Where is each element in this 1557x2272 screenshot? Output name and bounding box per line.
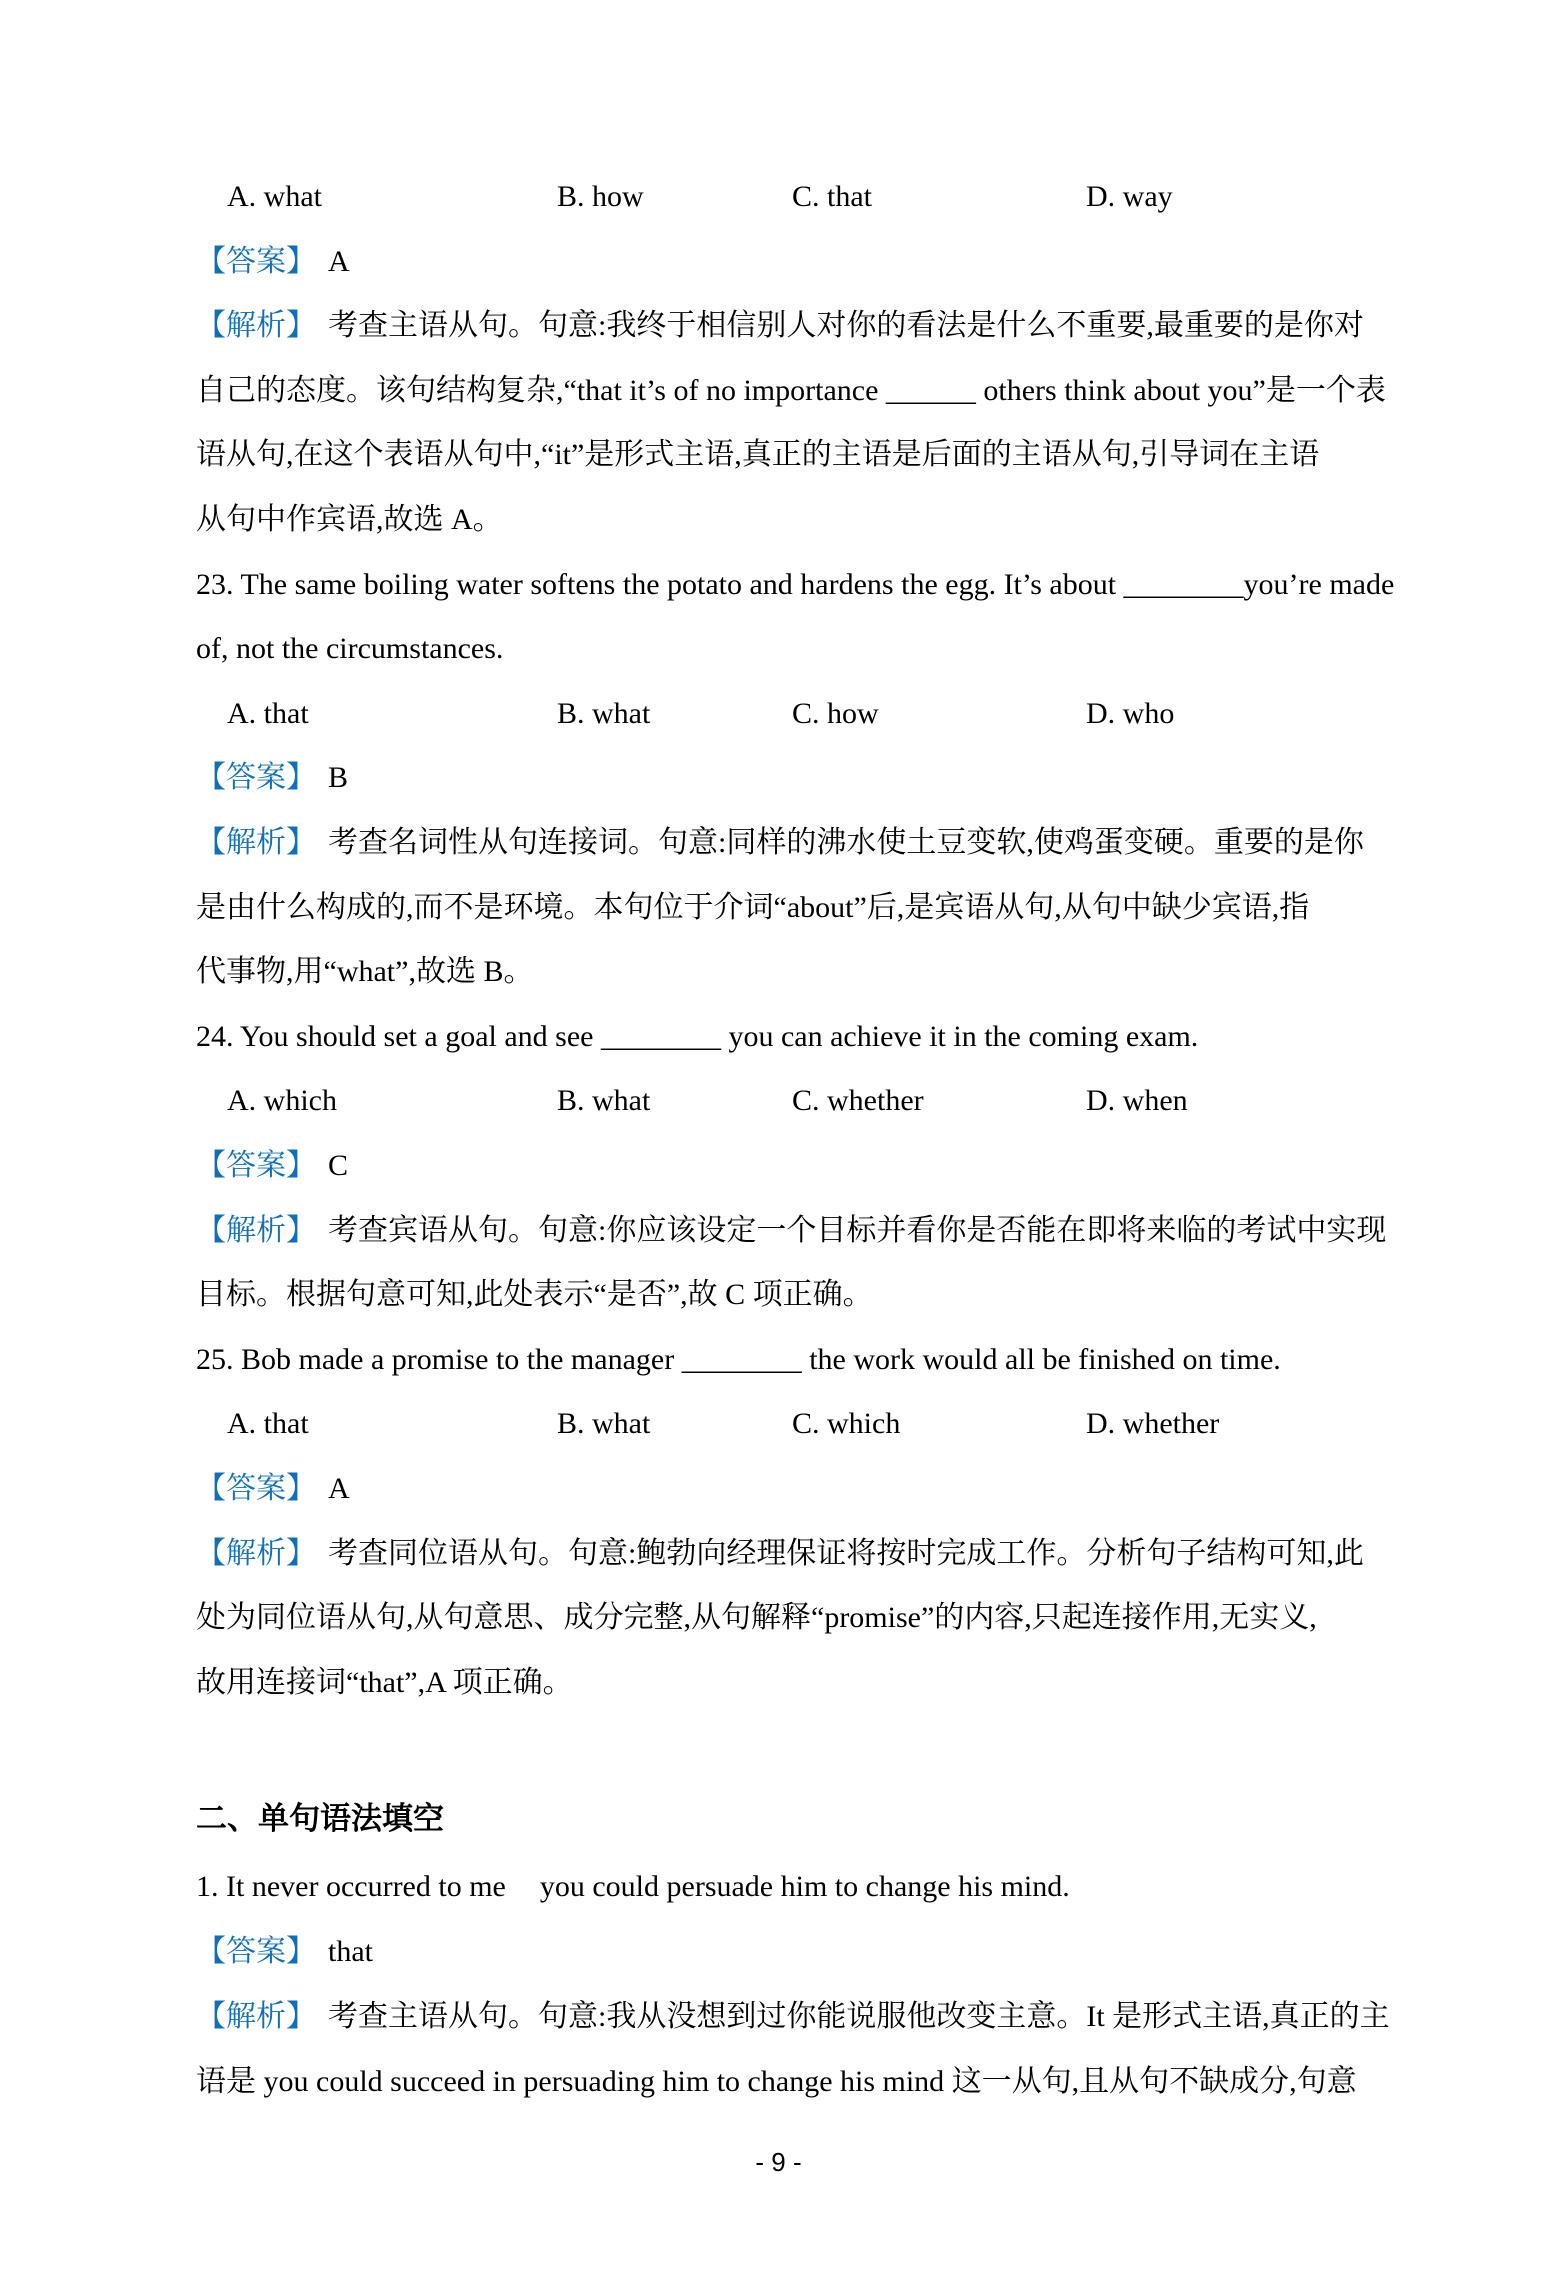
q25-analysis-line-2 bbox=[196, 1596, 1446, 1640]
q23-option-c: C. how bbox=[792, 697, 879, 730]
q22-analysis-text: 从句中作宾语,故选 A。 bbox=[196, 503, 503, 536]
analysis-label: 【解析】 bbox=[196, 1214, 316, 1247]
q25-analysis-line-3 bbox=[196, 1661, 1446, 1705]
q24-option-b: B. what bbox=[557, 1084, 651, 1117]
q24-options-row bbox=[196, 1079, 1446, 1123]
q25-options-row bbox=[196, 1402, 1446, 1446]
q24-option-c: C. whether bbox=[792, 1084, 924, 1117]
q22-analysis-line-1 bbox=[196, 304, 1446, 348]
q24-option-a: A. which bbox=[227, 1084, 337, 1117]
q22-analysis-text: 考查主语从句。句意:我终于相信别人对你的看法是什么不重要,最重要的是你对 bbox=[328, 309, 1364, 342]
q22-options-row bbox=[196, 175, 1446, 219]
q24-option-d: D. when bbox=[1086, 1084, 1188, 1117]
answer-label: 【答案】 bbox=[196, 1472, 316, 1505]
answer-label: 【答案】 bbox=[196, 1935, 316, 1968]
q24-stem-line bbox=[196, 1015, 1446, 1059]
q23-analysis-line-3 bbox=[196, 950, 1446, 994]
q24-analysis-text: 考查宾语从句。句意:你应该设定一个目标并看你是否能在即将来临的考试中实现 bbox=[328, 1214, 1387, 1247]
q24-analysis-line-1 bbox=[196, 1209, 1446, 1253]
q25-stem-line bbox=[196, 1338, 1446, 1382]
q23-analysis-line-1 bbox=[196, 821, 1446, 865]
q22-option-c: C. that bbox=[792, 180, 872, 213]
q23-analysis-text: 是由什么构成的,而不是环境。本句位于介词“about”后,是宾语从句,从句中缺少宾语,指 bbox=[196, 891, 1310, 924]
gf1-stem-post: you could persuade him to change his mind. bbox=[539, 1870, 1070, 1903]
q22-option-d: D. way bbox=[1086, 180, 1173, 213]
page-number-text: - 9 - bbox=[755, 2147, 802, 2177]
q23-analysis-text: 考查名词性从句连接词。句意:同样的沸水使土豆变软,使鸡蛋变硬。重要的是你 bbox=[328, 826, 1364, 859]
analysis-label: 【解析】 bbox=[196, 309, 316, 342]
gf1-stem-pre: 1. It never occurred to me bbox=[196, 1870, 506, 1903]
q22-analysis-line-2 bbox=[196, 369, 1446, 413]
q22-option-b: B. how bbox=[557, 180, 644, 213]
q23-option-b: B. what bbox=[557, 697, 651, 730]
q22-analysis-text: 自己的态度。该句结构复杂,“that it’s of no importance ______ others think about you”是一个表 bbox=[196, 374, 1386, 407]
answer-label: 【答案】 bbox=[196, 761, 316, 794]
q25-option-b: B. what bbox=[557, 1407, 651, 1440]
q23-analysis-text: 代事物,用“what”,故选 B。 bbox=[196, 955, 534, 988]
page-number bbox=[0, 2142, 1557, 2182]
analysis-label: 【解析】 bbox=[196, 2000, 316, 2033]
gf1-analysis-line-1 bbox=[196, 1995, 1446, 2039]
q23-stem-line-2 bbox=[196, 627, 1446, 671]
section-2-heading bbox=[196, 1797, 1446, 1841]
q24-answer-line bbox=[196, 1144, 1446, 1188]
q25-option-d: D. whether bbox=[1086, 1407, 1220, 1440]
q22-answer: A bbox=[328, 245, 350, 278]
q25-option-c: C. which bbox=[792, 1407, 901, 1440]
q24-stem-text: 24. You should set a goal and see ________ you can achieve it in the coming exam. bbox=[196, 1020, 1199, 1053]
gf1-analysis-text: 考查主语从句。句意:我从没想到过你能说服他改变主意。It 是形式主语,真正的主 bbox=[328, 2000, 1390, 2033]
analysis-label: 【解析】 bbox=[196, 1537, 316, 1570]
q25-answer: A bbox=[328, 1472, 350, 1505]
analysis-label: 【解析】 bbox=[196, 826, 316, 859]
gf1-analysis-line-2 bbox=[196, 2060, 1446, 2104]
q23-stem-text: 23. The same boiling water softens the potato and hardens the egg. It’s about ________you’re made bbox=[196, 568, 1395, 601]
q23-option-d: D. who bbox=[1086, 697, 1175, 730]
section-2-heading-text: 二、单句语法填空 bbox=[196, 1801, 444, 1836]
q25-analysis-text: 处为同位语从句,从句意思、成分完整,从句解释“promise”的内容,只起连接作用,无实义, bbox=[196, 1601, 1317, 1634]
q22-option-a: A. what bbox=[227, 180, 322, 213]
q24-answer: C bbox=[328, 1149, 349, 1182]
q23-stem-line-1 bbox=[196, 563, 1446, 607]
answer-label: 【答案】 bbox=[196, 245, 316, 278]
q25-analysis-line-1 bbox=[196, 1532, 1446, 1576]
answer-label: 【答案】 bbox=[196, 1149, 316, 1182]
q24-analysis-line-2 bbox=[196, 1273, 1446, 1317]
q25-answer-line bbox=[196, 1467, 1446, 1511]
gf1-answer: that bbox=[328, 1935, 373, 1968]
q23-answer: B bbox=[328, 761, 349, 794]
q25-analysis-text: 考查同位语从句。句意:鲍勃向经理保证将按时完成工作。分析句子结构可知,此 bbox=[328, 1537, 1364, 1570]
gf1-answer-line bbox=[196, 1930, 1446, 1974]
gf1-stem-line bbox=[196, 1865, 1446, 1909]
q25-option-a: A. that bbox=[227, 1407, 309, 1440]
q25-stem-text: 25. Bob made a promise to the manager ________ the work would all be finished on time. bbox=[196, 1343, 1281, 1376]
q23-analysis-line-2 bbox=[196, 886, 1446, 930]
q24-analysis-text: 目标。根据句意可知,此处表示“是否”,故 C 项正确。 bbox=[196, 1278, 873, 1311]
q23-option-a: A. that bbox=[227, 697, 309, 730]
q23-options-row bbox=[196, 692, 1446, 736]
gf1-analysis-text: 语是 you could succeed in persuading him to change his mind 这一从句,且从句不缺成分,句意 bbox=[196, 2065, 1357, 2098]
q23-answer-line bbox=[196, 756, 1446, 800]
q25-analysis-text: 故用连接词“that”,A 项正确。 bbox=[196, 1666, 573, 1699]
q22-answer-line bbox=[196, 240, 1446, 284]
q22-analysis-line-3 bbox=[196, 433, 1446, 477]
q23-stem-text: of, not the circumstances. bbox=[196, 632, 504, 665]
q22-analysis-line-4 bbox=[196, 498, 1446, 542]
q22-analysis-text: 语从句,在这个表语从句中,“it”是形式主语,真正的主语是后面的主语从句,引导词在主语 bbox=[196, 438, 1320, 471]
